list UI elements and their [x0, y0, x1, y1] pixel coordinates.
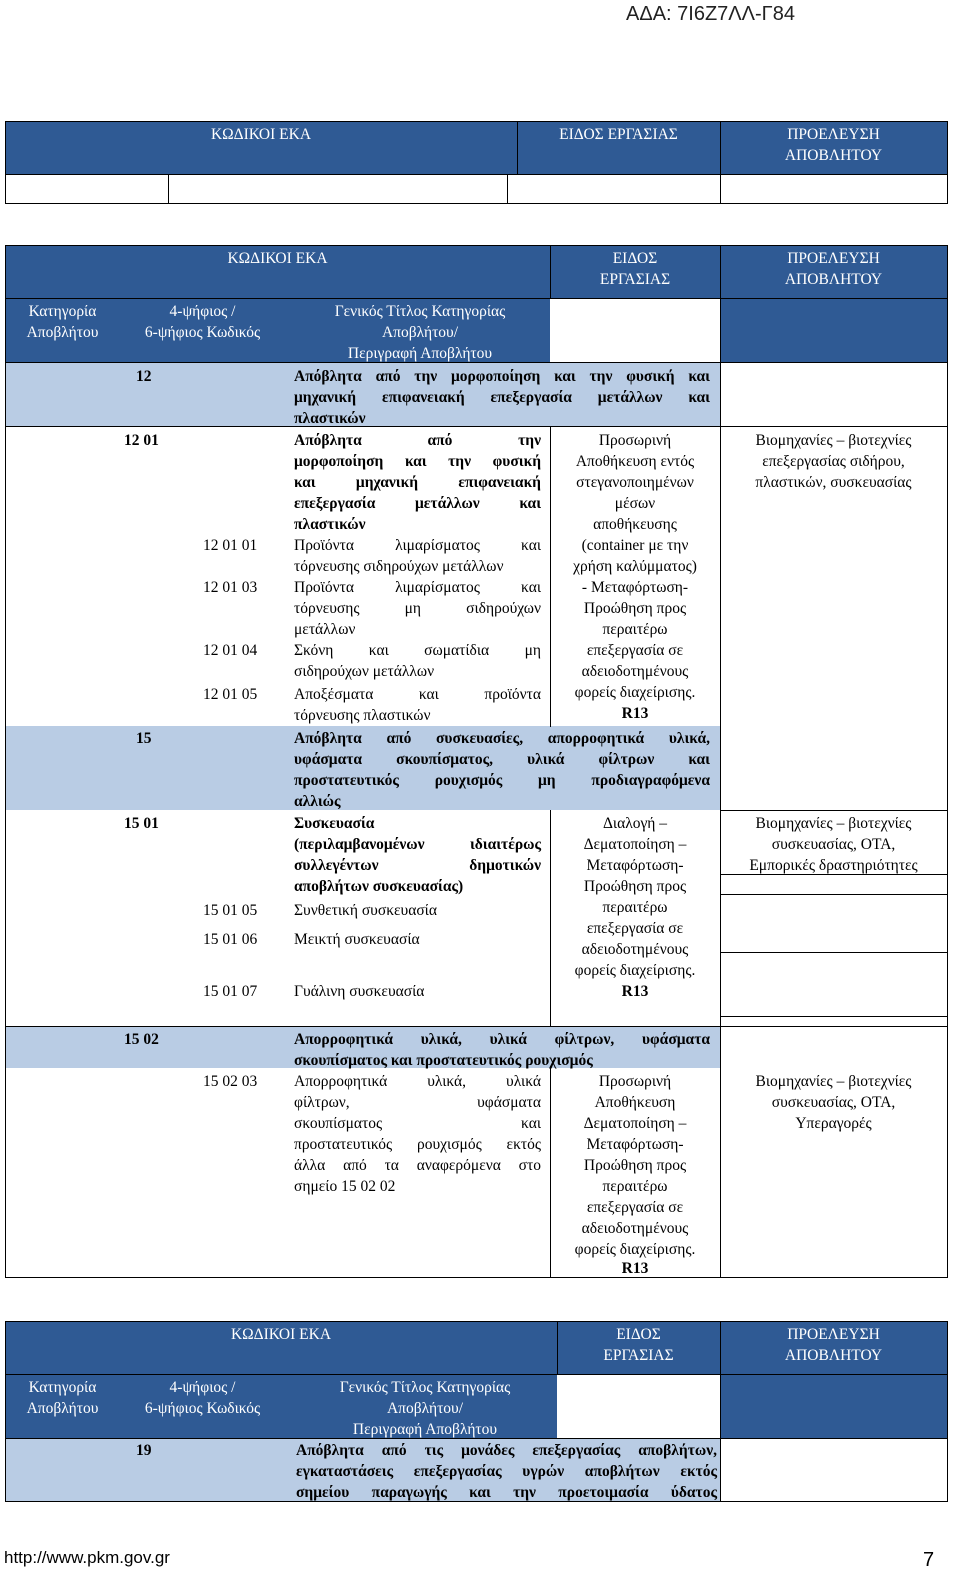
category-title-12-l2: μηχανική επιφανειακή επεξεργασία μετάλλων και: [294, 389, 710, 406]
work-type-1-l9: Προώθηση προς: [583, 600, 687, 617]
work-type-1-l6: (container με την: [581, 537, 689, 554]
origin-2-l2: συσκευασίας, ΟΤΑ,: [771, 836, 896, 853]
waste-desc-120105-l1: Αποξέσματα και προϊόντα: [294, 686, 541, 703]
col-header-work-2: ΕΡΓΑΣΙΑΣ: [603, 1347, 674, 1364]
waste-desc-120101-l1: Προϊόντα λιμαρίσματος και: [294, 537, 541, 554]
subheader-title-3: Περιγραφή Αποβλήτου: [347, 345, 493, 362]
col-header-origin-2: ΑΠΟΒΛΗΤΟΥ: [784, 147, 883, 164]
subcategory-title-1201-l3: και μηχανική επιφανειακή: [294, 474, 541, 491]
col-header-codes: ΚΩΔΙΚΟΙ ΕΚΑ: [227, 250, 328, 267]
work-type-3-l6: περαιτέρω: [602, 1178, 668, 1195]
category-title-19-l1: Απόβλητα από τις μονάδες επεξεργασίας αποβλήτων,: [296, 1442, 717, 1459]
subcategory-code-1501: 15 01: [124, 815, 159, 832]
work-type-1-l11: επεξεργασία σε: [586, 642, 684, 659]
category-code-19: 19: [136, 1442, 152, 1459]
category-title-12-l3: πλαστικών: [294, 410, 366, 427]
subheader-code-1: 4-ψήφιος /: [169, 1379, 236, 1396]
subcategory-title-1501-l2: (περιλαμβανομένων ιδιαιτέρως: [294, 836, 541, 853]
waste-code-120103: 12 01 03: [203, 579, 258, 596]
work-type-3-l8: αδειοδοτημένους: [581, 1220, 689, 1237]
category-title-15-l2: υφάσματα σκουπίσματος, υλικά φίλτρων και: [294, 751, 710, 768]
work-type-3-l4: Μεταφόρτωση-: [586, 1136, 684, 1153]
origin-3-l3: Υπεραγορές: [795, 1115, 872, 1132]
work-type-2-l8: φορείς διαχείρισης.: [574, 962, 696, 979]
work-type-1-l1: Προσωρινή: [598, 432, 672, 449]
waste-desc-120105-l2: τόρνευσης πλαστικών: [294, 707, 431, 724]
footer-url: http://www.pkm.gov.gr: [4, 1548, 170, 1567]
waste-code-150203: 15 02 03: [203, 1073, 258, 1090]
col-header-work-2: ΕΡΓΑΣΙΑΣ: [599, 271, 671, 288]
work-type-2-l6: επεξεργασία σε: [586, 920, 684, 937]
work-type-3-l3: Δεματοποίηση –: [583, 1115, 687, 1132]
work-type-2-l5: περαιτέρω: [602, 899, 668, 916]
waste-desc-150203-l6: σημείο 15 02 02: [294, 1178, 396, 1195]
work-type-1-l8: - Μεταφόρτωση-: [581, 579, 689, 596]
category-title-19-l2: εγκαταστάσεις επεξεργασίας υγρών αποβλήτων εκτός: [296, 1463, 717, 1480]
subheader-category-1: Κατηγορία: [28, 303, 97, 320]
col-header-work-1: ΕΙΔΟΣ: [616, 1326, 661, 1343]
col-header-origin-2: ΑΠΟΒΛΗΤΟΥ: [784, 271, 883, 288]
origin-2-l1: Βιομηχανίες – βιοτεχνίες: [755, 815, 912, 832]
work-type-3-l9: φορείς διαχείρισης.: [574, 1241, 696, 1258]
waste-code-150106: 15 01 06: [203, 931, 258, 948]
work-type-1-l13: φορείς διαχείρισης.: [574, 684, 696, 701]
subcategory-title-1501-l3: συλλεγέντων δημοτικών: [294, 857, 541, 874]
work-type-2-l2: Δεματοποίηση –: [583, 836, 687, 853]
work-type-1-l12: αδειοδοτημένους: [581, 663, 689, 680]
category-title-15-l3: προστατευτικός ρουχισμός μη προδιαγραφόμενα: [294, 772, 710, 789]
category-title-15-l1: Απόβλητα από συσκευασίες, απορροφητικά υλικά,: [294, 730, 710, 747]
work-type-2-l4: Προώθηση προς: [583, 878, 687, 895]
subcategory-code-1201: 12 01: [124, 432, 159, 449]
subcategory-title-1201-l2: μορφοποίηση και την φυσική: [294, 453, 541, 470]
category-title-19-l3: σημείου παραγωγής και την προετοιμασία ύδατος: [296, 1484, 717, 1501]
subheader-category-2: Αποβλήτου: [26, 324, 99, 341]
subcategory-title-1201-l1: Απόβλητα από την: [294, 432, 541, 449]
work-type-3-l7: επεξεργασία σε: [586, 1199, 684, 1216]
origin-3-l2: συσκευασίας, ΟΤΑ,: [771, 1094, 896, 1111]
work-type-3-l2: Αποθήκευση: [594, 1094, 676, 1111]
subheader-code-2: 6-ψήφιος Κωδικός: [144, 1400, 261, 1417]
ada-code: ΑΔΑ: 7Ι6Ζ7ΛΛ-Γ84: [626, 3, 795, 25]
work-type-1-code: R13: [621, 705, 649, 722]
subcategory-title-1502-l2: σκουπίσματος και προστατευτικός ρουχισμός: [294, 1052, 593, 1069]
waste-desc-120104-l2: σιδηρούχων μετάλλων: [294, 663, 435, 680]
work-type-1-l10: περαιτέρω: [602, 621, 668, 638]
subcategory-title-1201-l4: επεξεργασία μετάλλων και: [294, 495, 541, 512]
work-type-1-l5: αποθήκευσης: [593, 516, 677, 533]
category-code-12: 12: [136, 368, 152, 385]
subcategory-title-1501-l1: Συσκευασία: [294, 815, 375, 832]
waste-desc-150203-l3: σκουπίσματος και: [294, 1115, 541, 1132]
col-header-origin-1: ΠΡΟΕΛΕΥΣΗ: [787, 250, 880, 267]
subheader-category-2: Αποβλήτου: [26, 1400, 99, 1417]
waste-desc-150105: Συνθετική συσκευασία: [294, 902, 437, 919]
waste-desc-150107: Γυάλινη συσκευασία: [294, 983, 425, 1000]
waste-code-150105: 15 01 05: [203, 902, 258, 919]
work-type-3-code: R13: [621, 1260, 649, 1277]
waste-code-120105: 12 01 05: [203, 686, 258, 703]
waste-desc-150203-l2: φίλτρων, υφάσματα: [294, 1094, 541, 1111]
col-header-work: ΕΙΔΟΣ ΕΡΓΑΣΙΑΣ: [559, 126, 678, 143]
subheader-code-2: 6-ψήφιος Κωδικός: [144, 324, 261, 341]
waste-desc-120104-l1: Σκόνη και σωματίδια μη: [294, 642, 541, 659]
work-type-2-l7: αδειοδοτημένους: [581, 941, 689, 958]
subheader-code-1: 4-ψήφιος /: [169, 303, 236, 320]
col-header-origin-1: ΠΡΟΕΛΕΥΣΗ: [787, 126, 880, 143]
waste-desc-150203-l5: άλλα από τα αναφερόμενα στο: [294, 1157, 541, 1174]
page-number: 7: [923, 1549, 935, 1571]
subheader-title-2: Αποβλήτου/: [386, 1400, 464, 1417]
subheader-title-2: Αποβλήτου/: [381, 324, 459, 341]
waste-desc-150203-l1: Απορροφητικά υλικά, υλικά: [294, 1073, 541, 1090]
waste-desc-150203-l4: προστατευτικός ρουχισμός εκτός: [294, 1136, 541, 1153]
waste-desc-120103-l3: μετάλλων: [294, 621, 356, 638]
work-type-1-l4: μέσων: [614, 495, 656, 512]
origin-1-l3: πλαστικών, συσκευασίας: [755, 474, 912, 491]
origin-2-l3: Εμπορικές δραστηριότητες: [749, 857, 918, 874]
subcategory-title-1502-l1: Απορροφητικά υλικά, υλικά φίλτρων, υφάσματα: [294, 1031, 710, 1048]
category-title-12-l1: Απόβλητα από την μορφοποίηση και την φυσική και: [294, 368, 710, 385]
col-header-origin-1: ΠΡΟΕΛΕΥΣΗ: [787, 1326, 880, 1343]
origin-3-l1: Βιομηχανίες – βιοτεχνίες: [755, 1073, 912, 1090]
col-header-work-1: ΕΙΔΟΣ: [612, 250, 658, 267]
waste-desc-120101-l2: τόρνευσης σιδηρούχων μετάλλων: [294, 558, 504, 575]
category-title-15-l4: αλλιώς: [294, 793, 341, 810]
waste-desc-150106: Μεικτή συσκευασία: [294, 931, 420, 948]
subcategory-code-1502: 15 02: [124, 1031, 159, 1048]
waste-code-120101: 12 01 01: [203, 537, 258, 554]
work-type-2-l1: Διαλογή –: [602, 815, 668, 832]
subcategory-title-1501-l4: αποβλήτων συσκευασίας): [294, 878, 464, 895]
work-type-1-l7: χρήση καλύμματος): [573, 558, 697, 575]
col-header-codes: ΚΩΔΙΚΟΙ ΕΚΑ: [210, 126, 312, 143]
subheader-category-1: Κατηγορία: [28, 1379, 97, 1396]
col-header-codes: ΚΩΔΙΚΟΙ ΕΚΑ: [230, 1326, 332, 1343]
subcategory-title-1201-l5: πλαστικών: [294, 516, 366, 533]
origin-1-l2: επεξεργασίας σιδήρου,: [762, 453, 905, 470]
subheader-title-3: Περιγραφή Αποβλήτου: [352, 1421, 498, 1438]
work-type-1-l2: Αποθήκευση εντός: [575, 453, 695, 470]
category-code-15: 15: [136, 730, 152, 747]
work-type-3-l5: Προώθηση προς: [583, 1157, 687, 1174]
waste-code-150107: 15 01 07: [203, 983, 258, 1000]
subheader-title-1: Γενικός Τίτλος Κατηγορίας: [339, 1379, 511, 1396]
waste-desc-120103-l1: Προϊόντα λιμαρίσματος και: [294, 579, 541, 596]
work-type-2-code: R13: [621, 983, 649, 1000]
work-type-1-l3: στεγανοποιημένων: [576, 474, 694, 491]
work-type-3-l1: Προσωρινή: [598, 1073, 672, 1090]
origin-1-l1: Βιομηχανίες – βιοτεχνίες: [755, 432, 912, 449]
col-header-origin-2: ΑΠΟΒΛΗΤΟΥ: [784, 1347, 883, 1364]
waste-desc-120103-l2: τόρνευσης μη σιδηρούχων: [294, 600, 541, 617]
work-type-2-l3: Μεταφόρτωση-: [586, 857, 684, 874]
waste-code-120104: 12 01 04: [203, 642, 258, 659]
subheader-title-1: Γενικός Τίτλος Κατηγορίας: [334, 303, 506, 320]
